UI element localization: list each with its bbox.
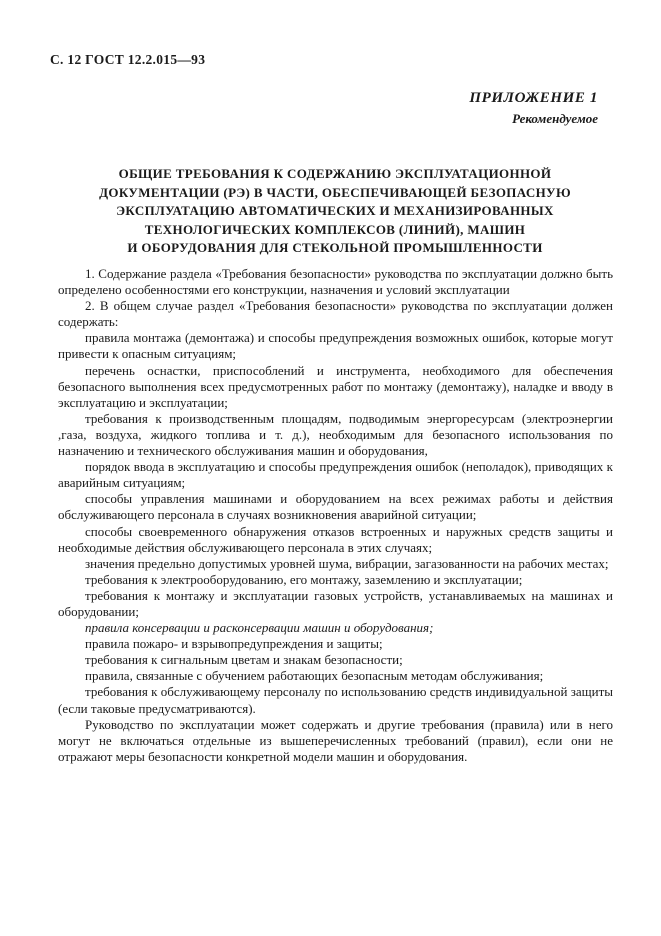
- title-line: И ОБОРУДОВАНИЯ ДЛЯ СТЕКОЛЬНОЙ ПРОМЫШЛЕННОСТИ: [127, 240, 543, 255]
- appendix-label: ПРИЛОЖЕНИЕ 1: [469, 90, 598, 106]
- list-item: перечень оснастки, приспособлений и инструмента, необходимого для обеспечения безопасного выполнения всех предусмотренных работ по монтажу (демонтажу), наладке и вводу в эксплуатацию и эксплуатации;: [58, 362, 613, 410]
- title-line: ЭКСПЛУАТАЦИЮ АВТОМАТИЧЕСКИХ И МЕХАНИЗИРОВАННЫХ: [116, 203, 554, 218]
- list-item: способы управления машинами и оборудованием на всех режимах работы и действия обслуживающего персонала в случаях возникновения аварийной ситуации;: [58, 491, 613, 523]
- list-item: способы своевременного обнаружения отказов встроенных и наружных средств защиты и необходимые действия обслуживающего персонала в этих случаях;: [58, 523, 613, 555]
- list-item: требования к сигнальным цветам и знакам безопасности;: [85, 652, 403, 668]
- list-item: правила пожаро- и взрывопредупреждения и защиты;: [85, 636, 383, 652]
- closing-paragraph: Руководство по эксплуатации может содержать и другие требования (правила) или в него могут не включаться отдельные из вышеперечисленных требований (правил), если они не отражают меры безопасности конкретной модели машин и оборудования.: [58, 716, 613, 764]
- document-body: [58, 266, 613, 765]
- list-item: требования к электрооборудованию, его монтажу, заземлению и эксплуатации;: [85, 571, 523, 587]
- title-line: ОБЩИЕ ТРЕБОВАНИЯ К СОДЕРЖАНИЮ ЭКСПЛУАТАЦИОННОЙ: [118, 166, 552, 181]
- list-item: правила консервации и расконсервации машин и оборудования;: [85, 620, 434, 636]
- title-line: ТЕХНОЛОГИЧЕСКИХ КОМПЛЕКСОВ (ЛИНИЙ), МАШИН: [144, 221, 526, 237]
- appendix-status: Рекомендуемое: [512, 111, 598, 126]
- list-item: правила, связанные с обучением работающих безопасным методам обслуживания;: [85, 668, 544, 684]
- appendix-block: [469, 90, 598, 127]
- list-item: значения предельно допустимых уровней шума, вибрации, загазованности на рабочих местах;: [85, 555, 609, 571]
- list-item: требования к производственным площадям, подводимым энергоресурсам (электроэнергии ,газа, воздуха, жидкого топлива и т. д.), необходимым для безопасного использования по назначению и технического обслуживания машин и оборудования,: [58, 410, 613, 459]
- list-item: требования к обслуживающему персоналу по использованию средств индивидуальной защиты (если таковые предусматриваются).: [58, 684, 613, 716]
- list-item: требования к монтажу и эксплуатации газовых устройств, устанавливаемых на машинах и оборудовании;: [58, 587, 613, 619]
- paragraph-item-1: 1. Содержание раздела «Требования безопасности» руководства по эксплуатации должно быть определено особенностями его конструкции, назначения и условий эксплуатации: [58, 266, 613, 298]
- document-title: [56, 165, 614, 258]
- list-item: правила монтажа (демонтажа) и способы предупреждения возможных ошибок, которые могут привести к опасным ситуациям;: [58, 330, 613, 362]
- list-item: порядок ввода в эксплуатацию и способы предупреждения ошибок (неполадок), приводящих к аварийным ситуациям;: [58, 459, 613, 491]
- title-line: ДОКУМЕНТАЦИИ (РЭ) В ЧАСТИ, ОБЕСПЕЧИВАЮЩЕЙ БЕЗОПАСНУЮ: [99, 184, 571, 200]
- paragraph-item-2: 2. В общем случае раздел «Требования безопасности» руководства по эксплуатации должен содержать:: [58, 298, 613, 330]
- page-header: С. 12 ГОСТ 12.2.015—93: [50, 52, 206, 67]
